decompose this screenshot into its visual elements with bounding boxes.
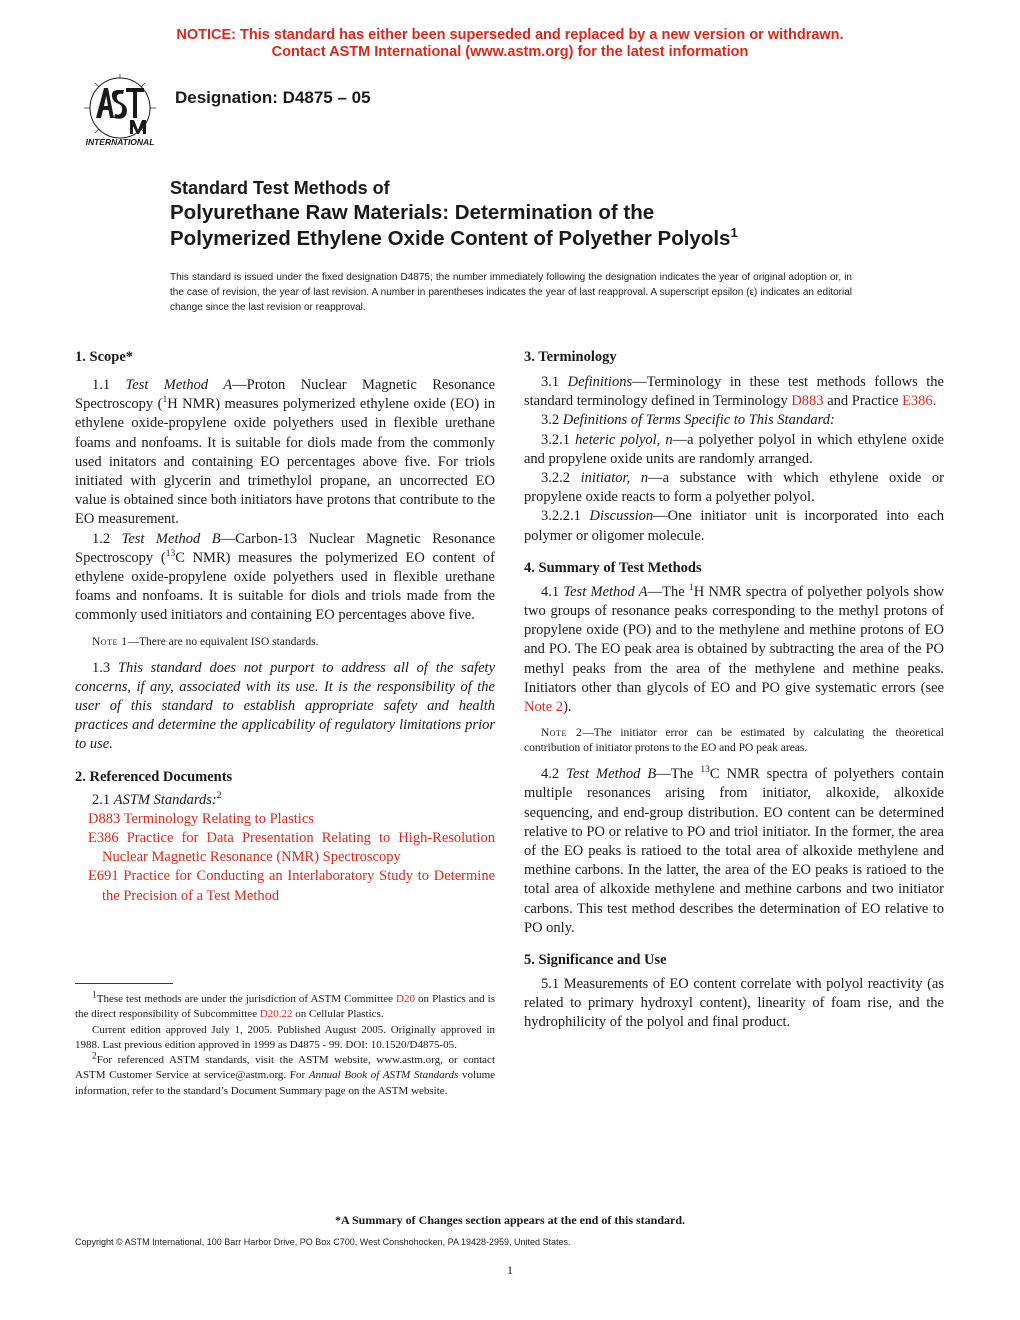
- link-d20[interactable]: D20: [396, 993, 415, 1005]
- link-d883[interactable]: D883: [791, 393, 824, 410]
- paragraph-3-1: 3.1 Definitions—Terminology in these test methods follows the standard terminology defined in Terminology D883 and Practice E386.: [524, 374, 944, 410]
- ref-d883[interactable]: D883 Terminology Relating to Plastics: [88, 810, 314, 827]
- ref-e386[interactable]: E386 Practice for Data Presentation Relating to High-Resolution Nuclear Magnetic Resonance (NMR) Spectroscopy: [88, 830, 495, 866]
- section-1-heading: 1. Scope*: [75, 349, 133, 365]
- paragraph-4-2: 4.2 Test Method B—The $^{13}$C NMR spectra of polyethers contain multiple resonances arising from initiator, alkoxide, alkoxide sequencing, and end-group distribution. EO content can be determined relative to PO or relative to PO and triol initiator. In the former, the area of the EO peaks is ratioed to the total area of alkoxide methylene and methine carbons. In the latter, the area of the EO peaks is ratioed to the total area of alkoxide methylene and methine carbons and two initiator carbons. This test method describes the determination of EO relative to PO only.: [524, 765, 945, 936]
- paragraph-3-2-1: 3.2.1 heteric polyol, n—a polyether polyol in which ethylene oxide and propylene oxide units are randomly arranged.: [524, 431, 944, 467]
- footnotes: [75, 992, 495, 1099]
- right-column: [524, 348, 944, 1033]
- note-2: Note 2—The initiator error can be estimated by calculating the theoretical contribution of initiator protons to the EO and PO peak areas.: [524, 727, 944, 755]
- designation: Designation: D4875 – 05: [175, 88, 371, 107]
- summary-of-changes-note: *A Summary of Changes section appears at the end of this standard.: [334, 1213, 686, 1227]
- left-column: [75, 348, 495, 906]
- note-1: Note 1—There are no equivalent ISO standards.: [92, 635, 319, 648]
- paragraph-3-2-2-1: 3.2.2.1 Discussion—One initiator unit is incorporated into each polymer or oligomer molecule.: [524, 508, 945, 544]
- paragraph-5-1: 5.1 Measurements of EO content correlate with polyol reactivity (as related to primary hydroxyl content), linearity of foam rise, and the hydrophilicity of the polyol and final product.: [524, 976, 944, 1031]
- title-line-2: Polyurethane Raw Materials: Determination of the: [170, 201, 655, 224]
- footnote-2: $^2$For referenced ASTM standards, visit the ASTM website, www.astm.org, or contact ASTM Customer Service at service@astm.org. For Annual Book of ASTM Standards volume information, refer to the standard’s Document Summary page on the ASTM website.: [75, 1051, 496, 1097]
- notice-banner: [0, 27, 1020, 61]
- astm-logo: [78, 74, 162, 154]
- document-title: [170, 176, 950, 252]
- link-note-2[interactable]: Note 2: [524, 699, 564, 716]
- paragraph-1-1: 1.1 Test Method A—Proton Nuclear Magnetic Resonance Spectroscopy ($^1$H NMR) measures polymerized ethylene oxide (EO) in ethylene oxide-propylene oxide polyethers used in flexible urethane foams and nonfoams. It is suitable for diols made from the commonly used initators and containing EO percentages above five. For triols initiated with glycerin and trimethylol propane, an uncorrected EO value is obtained since both initiators have protons that contribute to the EO measurement.: [75, 377, 496, 528]
- paragraph-1-2: 1.2 Test Method B—Carbon-13 Nuclear Magnetic Resonance Spectroscopy ($^{13}$C NMR) measures the polymerized EO content of ethylene oxide-propylene oxide polyethers used in flexible urethane foams and nonfoams. It is suitable for diols and triols made from the commonly used initiators and containing EO percentages above five.: [75, 530, 496, 624]
- paragraph-1-3: 1.3 This standard does not purport to address all of the safety concerns, if any, associated with its use. It is the responsibility of the user of this standard to establish appropriate safety and health practices and determine the applicability of regulatory limitations prior to use.: [75, 659, 496, 753]
- footnote-rule: [75, 983, 173, 984]
- issued-statement: This standard is issued under the fixed designation D4875; the number immediately following the designation indicates the year of original adoption or, in the case of revision, the year of last revision. A number in parentheses indicates the year of last reapproval. A superscript epsilon (ε) indicates an editorial change since the last revision or reapproval.: [170, 272, 852, 313]
- copyright: Copyright © ASTM International, 100 Barr Harbor Drive, PO Box C700, West Conshohocken, PA 19428-2959, United States.: [75, 1237, 571, 1247]
- link-e386[interactable]: E386: [902, 393, 933, 410]
- footnote-1: $^1$These test methods are under the jurisdiction of ASTM Committee D20 on Plastics and is the direct responsibility of Subcommittee D20.22 on Cellular Plastics.: [75, 990, 495, 1021]
- title-line-1: Standard Test Methods of: [170, 178, 390, 198]
- link-d20-22[interactable]: D20.22: [259, 1008, 293, 1021]
- notice-line-1: NOTICE: This standard has either been superseded and replaced by a new version or withdrawn.: [176, 27, 844, 43]
- paragraph-3-2: 3.2 Definitions of Terms Specific to This Standard:: [541, 412, 835, 429]
- ref-e691[interactable]: E691 Practice for Conducting an Interlaboratory Study to Determine the Precision of a Test Method: [88, 868, 495, 904]
- paragraph-2-1: 2.1 ASTM Standards:$^2$: [92, 790, 222, 808]
- title-footnote-mark: 1: [730, 225, 738, 241]
- logo-sub-text: INTERNATIONAL: [85, 137, 155, 147]
- title-line-3: Polymerized Ethylene Oxide Content of Polyether Polyols: [170, 227, 731, 250]
- section-4-heading: 4. Summary of Test Methods: [524, 559, 702, 576]
- footnote-current-edition: Current edition approved July 1, 2005. Published August 2005. Originally approved in 1988. Last previous edition approved in 1999 as D4875 - 99. DOI: 10.1520/D4875-05.: [75, 1023, 495, 1051]
- paragraph-4-1: 4.1 Test Method A—The $^1$H NMR spectra of polyether polyols show two groups of resonance peaks corresponding to the methyl protons of propylene oxide (PO) and to the methylene and methine protons of EO and PO. The EO peak area is obtained by subtracting the area of the PO methyl peaks from the area of the methylene and methine peaks. Initiators other than glycols of EO and PO give systematic errors (see Note 2).: [524, 583, 945, 716]
- paragraph-3-2-2: 3.2.2 initiator, n—a substance with which ethylene oxide or propylene oxide reacts to form a polyether polyol.: [524, 470, 944, 506]
- section-2-heading: 2. Referenced Documents: [75, 768, 233, 785]
- page-number: 1: [507, 1263, 513, 1277]
- notice-line-2: Contact ASTM International (www.astm.org) for the latest information: [271, 44, 749, 60]
- section-5-heading: 5. Significance and Use: [524, 952, 667, 969]
- section-3-heading: 3. Terminology: [524, 349, 617, 365]
